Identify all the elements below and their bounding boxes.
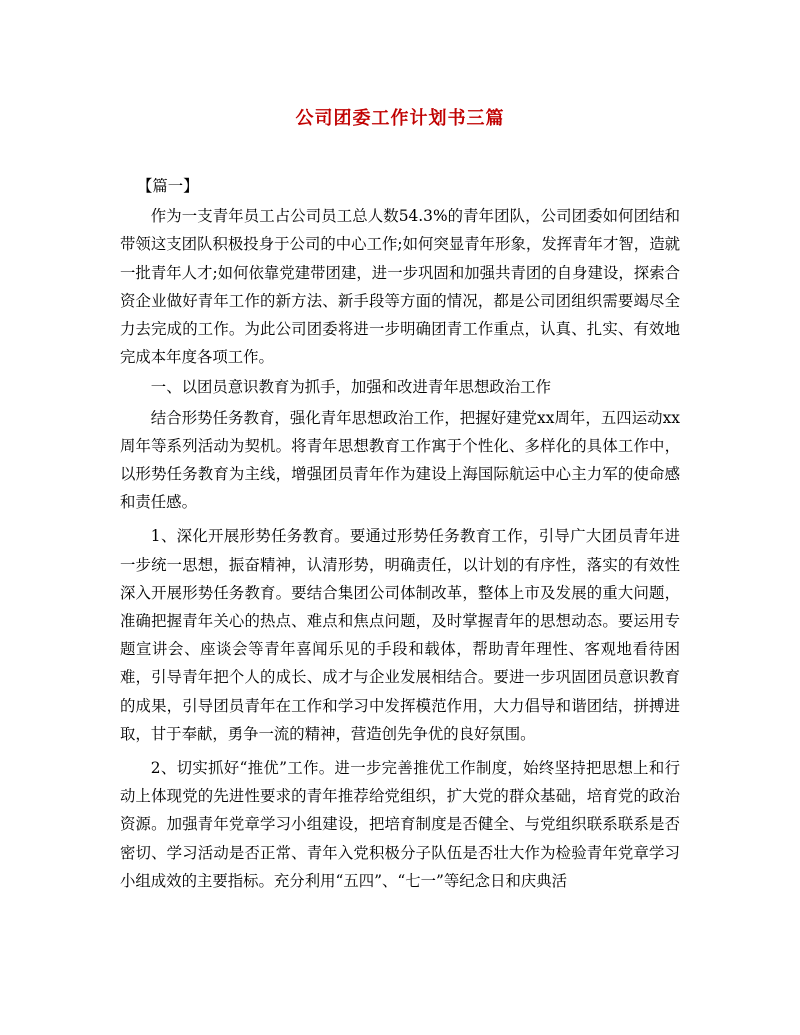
- document-title: 公司团委工作计划书三篇: [295, 108, 505, 129]
- document-body: [120, 172, 680, 895]
- paragraph-education: 结合形势任务教育，强化青年思想政治工作，把握好建党xx周年，五四运动xx周年等系列活动为契机。将青年思想教育工作寓于个性化、多样化的具体工作中，以形势任务教育为主线，增强团员青年作为建设上海国际航运中心主力军的使命感和责任感。: [120, 408, 680, 512]
- paragraph-item-1: 1、深化开展形势任务教育。要通过形势任务教育工作，引导广大团员青年进一步统一思想，振奋精神，认清形势，明确责任，以计划的有序性，落实的有效性深入开展形势任务教育。要结合集团公司体制改革，整体上市及发展的重大问题，准确把握青年关心的热点、难点和焦点问题，及时掌握青年的思想动态。要运用专题宣讲会、座谈会等青年喜闻乐见的手段和载体，帮助青年理性、客观地看待困难，引导青年把个人的成长、成才与企业发展相结合。要进一步巩固团员意识教育的成果，引导团员青年在工作和学习中发挥模范作用，大力倡导和谐团结，拼搏进取，甘于奉献，勇争一流的精神，营造创先争优的良好氛围。: [120, 527, 680, 743]
- section-label: 【篇一】: [136, 177, 199, 195]
- paragraph-item-2: 2、切实抓好“推优”工作。进一步完善推优工作制度，始终坚持把思想上和行动上体现党的先进性要求的青年推荐给党组织，扩大党的群众基础，培育党的政治资源。加强青年党章学习小组建设，把培育制度是否健全、与党组织联系联系是否密切、学习活动是否正常、青年入党积极分子队伍是否壮大作为检验青年党章学习小组成效的主要指标。充分利用“五四”、“七一”等纪念日和庆典活: [120, 759, 680, 890]
- section-heading: 一、以团员意识教育为抓手，加强和改进青年思想政治工作: [150, 378, 551, 397]
- paragraph-intro: 作为一支青年员工占公司员工总人数54.3%的青年团队，公司团委如何团结和带领这支团队积极投身于公司的中心工作;如何突显青年形象，发挥青年才智，造就一批青年人才;如何依靠党建带团建，进一步巩固和加强共青团的自身建设，探索合资企业做好青年工作的新方法、新手段等方面的情况，都是公司团组织需要竭尽全力去完成的工作。为此公司团委将进一步明确团青工作重点，认真、扎实、有效地完成本年度各项工作。: [120, 207, 680, 367]
